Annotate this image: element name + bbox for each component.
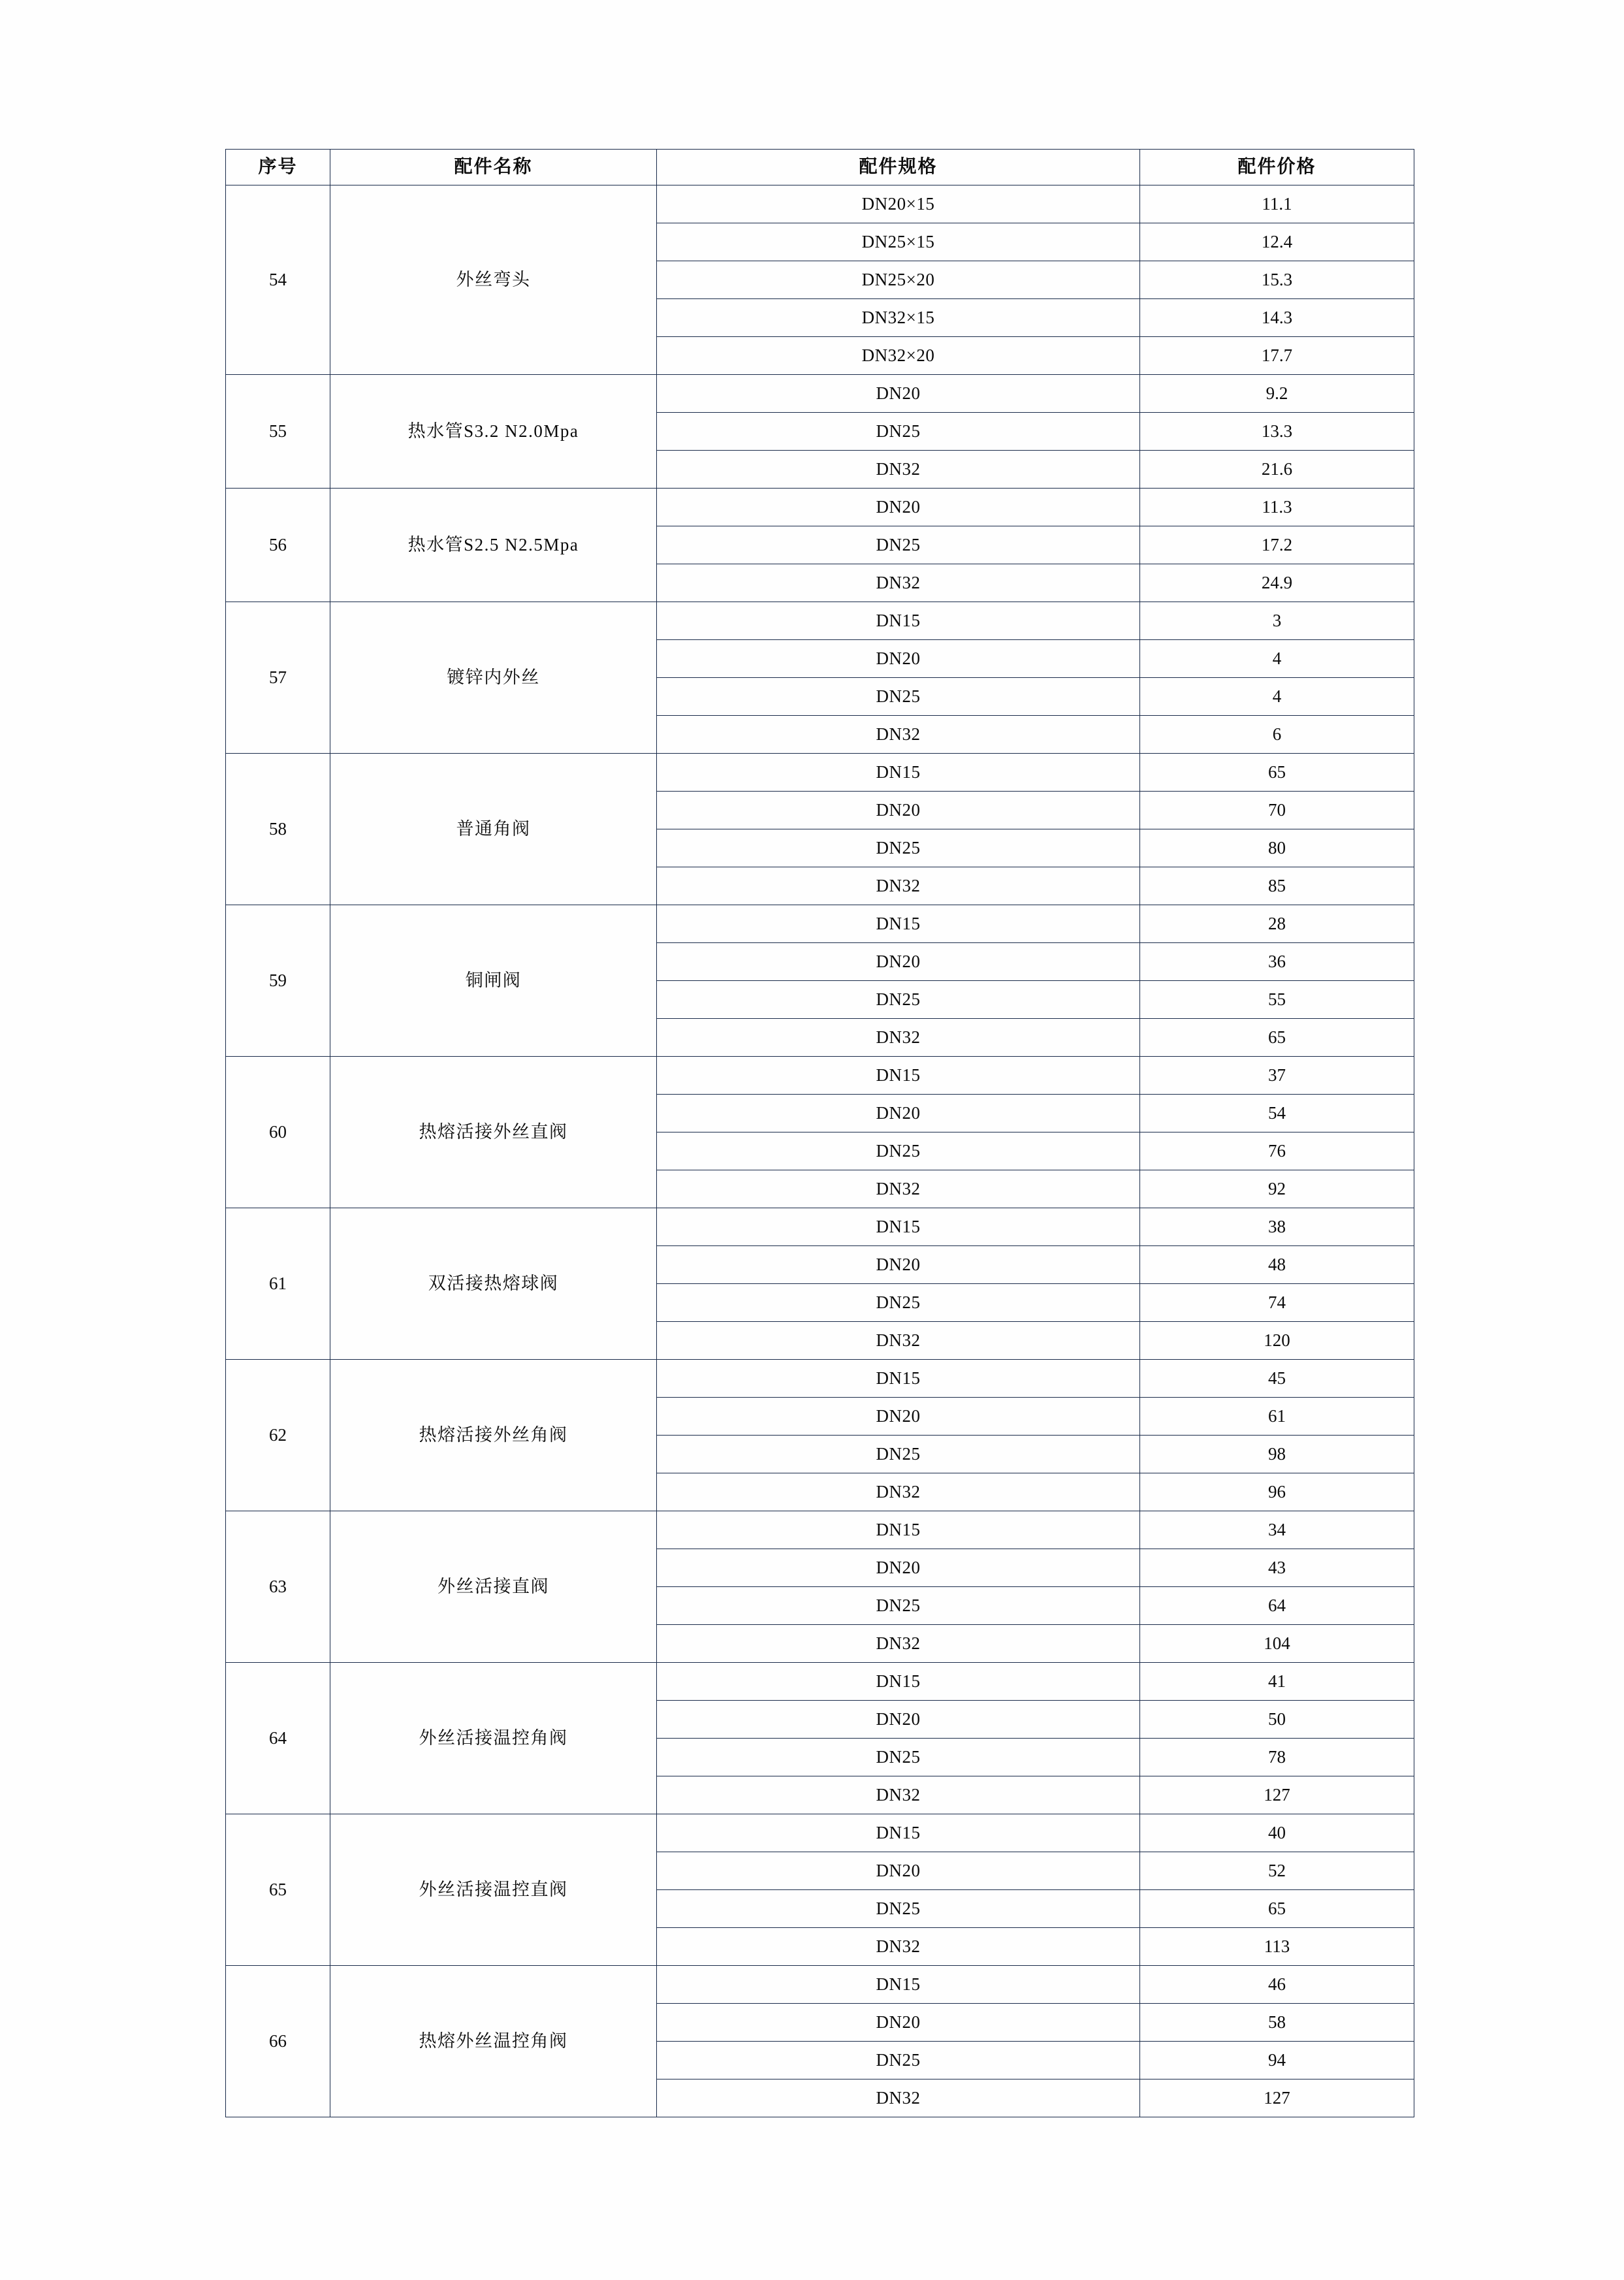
column-header-name — [330, 150, 657, 185]
cell-part-name: 普通角阀 — [330, 754, 657, 905]
table-body — [226, 185, 1414, 2117]
column-header-spec-label: 配件规格 — [859, 157, 938, 178]
cell-part-spec: DN25 — [657, 413, 1140, 451]
cell-part-spec: DN32 — [657, 1019, 1140, 1057]
cell-part-price: 9.2 — [1140, 375, 1414, 413]
table-row — [226, 185, 1414, 223]
cell-part-spec: DN25 — [657, 1132, 1140, 1170]
table-row — [226, 1663, 1414, 1701]
cell-part-spec: DN32 — [657, 867, 1140, 905]
cell-seq: 54 — [226, 185, 330, 375]
cell-part-spec: DN15 — [657, 1966, 1140, 2004]
cell-part-spec: DN15 — [657, 1208, 1140, 1246]
cell-part-price: 120 — [1140, 1322, 1414, 1360]
cell-part-spec: DN20 — [657, 375, 1140, 413]
table-header-row — [226, 150, 1414, 185]
cell-part-price: 40 — [1140, 1814, 1414, 1852]
cell-part-price: 43 — [1140, 1549, 1414, 1587]
cell-part-spec: DN32 — [657, 1776, 1140, 1814]
cell-part-spec: DN25 — [657, 981, 1140, 1019]
cell-part-spec: DN20 — [657, 2004, 1140, 2042]
cell-part-name: 热熔活接外丝角阀 — [330, 1360, 657, 1511]
cell-part-price: 6 — [1140, 716, 1414, 754]
cell-part-price: 85 — [1140, 867, 1414, 905]
cell-part-spec: DN15 — [657, 1511, 1140, 1549]
cell-part-spec: DN32 — [657, 1928, 1140, 1966]
cell-part-spec: DN32 — [657, 451, 1140, 489]
cell-part-price: 65 — [1140, 1019, 1414, 1057]
cell-part-name: 外丝活接温控直阀 — [330, 1814, 657, 1966]
cell-part-price: 78 — [1140, 1739, 1414, 1776]
cell-part-spec: DN20×15 — [657, 185, 1140, 223]
cell-part-price: 113 — [1140, 1928, 1414, 1966]
cell-part-price: 15.3 — [1140, 261, 1414, 299]
cell-part-name: 热熔活接外丝直阀 — [330, 1057, 657, 1208]
column-header-seq-label: 序号 — [258, 157, 298, 178]
cell-part-spec: DN25 — [657, 1739, 1140, 1776]
table-row — [226, 602, 1414, 640]
table-row — [226, 754, 1414, 792]
cell-part-spec: DN20 — [657, 943, 1140, 981]
cell-part-name: 热水管S2.5 N2.5Mpa — [330, 489, 657, 602]
cell-seq: 55 — [226, 375, 330, 489]
cell-part-price: 98 — [1140, 1436, 1414, 1473]
table-row — [226, 1360, 1414, 1398]
cell-part-price: 3 — [1140, 602, 1414, 640]
column-header-name-label: 配件名称 — [454, 157, 533, 178]
cell-part-price: 58 — [1140, 2004, 1414, 2042]
cell-part-price: 65 — [1140, 1890, 1414, 1928]
cell-part-spec: DN15 — [657, 754, 1140, 792]
cell-part-spec: DN32 — [657, 1473, 1140, 1511]
cell-part-name: 镀锌内外丝 — [330, 602, 657, 754]
cell-part-spec: DN25×20 — [657, 261, 1140, 299]
cell-part-spec: DN32 — [657, 2079, 1140, 2117]
cell-part-price: 21.6 — [1140, 451, 1414, 489]
cell-seq: 62 — [226, 1360, 330, 1511]
cell-seq: 60 — [226, 1057, 330, 1208]
cell-part-price: 54 — [1140, 1095, 1414, 1132]
cell-part-price: 76 — [1140, 1132, 1414, 1170]
cell-part-spec: DN32 — [657, 716, 1140, 754]
cell-part-price: 4 — [1140, 678, 1414, 716]
cell-part-price: 41 — [1140, 1663, 1414, 1701]
cell-part-name: 外丝活接温控角阀 — [330, 1663, 657, 1814]
cell-part-spec: DN32 — [657, 564, 1140, 602]
cell-part-price: 50 — [1140, 1701, 1414, 1739]
cell-part-price: 17.7 — [1140, 337, 1414, 375]
cell-part-spec: DN32 — [657, 1322, 1140, 1360]
cell-part-spec: DN25 — [657, 829, 1140, 867]
cell-part-price: 38 — [1140, 1208, 1414, 1246]
cell-seq: 64 — [226, 1663, 330, 1814]
cell-part-price: 61 — [1140, 1398, 1414, 1436]
cell-part-spec: DN20 — [657, 792, 1140, 829]
cell-part-spec: DN20 — [657, 1246, 1140, 1284]
cell-part-spec: DN32 — [657, 1625, 1140, 1663]
cell-seq: 56 — [226, 489, 330, 602]
cell-part-name: 热水管S3.2 N2.0Mpa — [330, 375, 657, 489]
cell-part-spec: DN20 — [657, 640, 1140, 678]
cell-part-spec: DN25 — [657, 526, 1140, 564]
cell-part-price: 28 — [1140, 905, 1414, 943]
cell-part-price: 96 — [1140, 1473, 1414, 1511]
cell-part-spec: DN25×15 — [657, 223, 1140, 261]
cell-part-price: 24.9 — [1140, 564, 1414, 602]
cell-part-spec: DN25 — [657, 1890, 1140, 1928]
cell-part-spec: DN15 — [657, 1360, 1140, 1398]
parts-price-table-container — [225, 149, 1414, 2117]
cell-seq: 61 — [226, 1208, 330, 1360]
cell-part-spec: DN20 — [657, 1095, 1140, 1132]
cell-part-price: 55 — [1140, 981, 1414, 1019]
table-row — [226, 1966, 1414, 2004]
cell-part-spec: DN20 — [657, 1549, 1140, 1587]
cell-part-name: 双活接热熔球阀 — [330, 1208, 657, 1360]
column-header-price-label: 配件价格 — [1237, 157, 1316, 178]
cell-part-price: 48 — [1140, 1246, 1414, 1284]
cell-part-price: 11.3 — [1140, 489, 1414, 526]
table-row — [226, 1057, 1414, 1095]
cell-part-price: 127 — [1140, 2079, 1414, 2117]
cell-part-spec: DN20 — [657, 1852, 1140, 1890]
cell-part-spec: DN20 — [657, 1701, 1140, 1739]
table-header — [226, 150, 1414, 185]
cell-part-spec: DN32×15 — [657, 299, 1140, 337]
cell-part-price: 52 — [1140, 1852, 1414, 1890]
cell-part-spec: DN25 — [657, 1284, 1140, 1322]
cell-part-price: 80 — [1140, 829, 1414, 867]
cell-part-spec: DN20 — [657, 489, 1140, 526]
cell-part-price: 65 — [1140, 754, 1414, 792]
table-row — [226, 1814, 1414, 1852]
cell-part-spec: DN32×20 — [657, 337, 1140, 375]
table-row — [226, 905, 1414, 943]
column-header-seq — [226, 150, 330, 185]
column-header-spec — [657, 150, 1140, 185]
cell-part-price: 13.3 — [1140, 413, 1414, 451]
cell-part-spec: DN25 — [657, 2042, 1140, 2079]
cell-part-spec: DN15 — [657, 1814, 1140, 1852]
cell-part-price: 46 — [1140, 1966, 1414, 2004]
cell-part-spec: DN32 — [657, 1170, 1140, 1208]
cell-part-price: 94 — [1140, 2042, 1414, 2079]
cell-seq: 66 — [226, 1966, 330, 2117]
parts-price-table — [225, 149, 1414, 2117]
table-row — [226, 489, 1414, 526]
cell-part-price: 36 — [1140, 943, 1414, 981]
cell-part-spec: DN25 — [657, 1436, 1140, 1473]
cell-part-spec: DN15 — [657, 602, 1140, 640]
cell-seq: 59 — [226, 905, 330, 1057]
cell-part-price: 70 — [1140, 792, 1414, 829]
cell-part-name: 铜闸阀 — [330, 905, 657, 1057]
cell-part-spec: DN25 — [657, 1587, 1140, 1625]
cell-seq: 57 — [226, 602, 330, 754]
cell-seq: 63 — [226, 1511, 330, 1663]
cell-part-price: 74 — [1140, 1284, 1414, 1322]
cell-part-price: 127 — [1140, 1776, 1414, 1814]
cell-part-price: 11.1 — [1140, 185, 1414, 223]
cell-part-name: 外丝弯头 — [330, 185, 657, 375]
cell-part-price: 92 — [1140, 1170, 1414, 1208]
cell-part-spec: DN15 — [657, 1057, 1140, 1095]
cell-seq: 58 — [226, 754, 330, 905]
cell-part-price: 14.3 — [1140, 299, 1414, 337]
cell-part-price: 17.2 — [1140, 526, 1414, 564]
cell-seq: 65 — [226, 1814, 330, 1966]
cell-part-price: 4 — [1140, 640, 1414, 678]
table-row — [226, 1208, 1414, 1246]
table-row — [226, 1511, 1414, 1549]
cell-part-price: 104 — [1140, 1625, 1414, 1663]
cell-part-spec: DN15 — [657, 1663, 1140, 1701]
cell-part-price: 37 — [1140, 1057, 1414, 1095]
cell-part-spec: DN25 — [657, 678, 1140, 716]
cell-part-price: 34 — [1140, 1511, 1414, 1549]
cell-part-price: 12.4 — [1140, 223, 1414, 261]
cell-part-price: 45 — [1140, 1360, 1414, 1398]
cell-part-name: 外丝活接直阀 — [330, 1511, 657, 1663]
cell-part-spec: DN20 — [657, 1398, 1140, 1436]
cell-part-name: 热熔外丝温控角阀 — [330, 1966, 657, 2117]
column-header-price — [1140, 150, 1414, 185]
cell-part-spec: DN15 — [657, 905, 1140, 943]
cell-part-price: 64 — [1140, 1587, 1414, 1625]
table-row — [226, 375, 1414, 413]
